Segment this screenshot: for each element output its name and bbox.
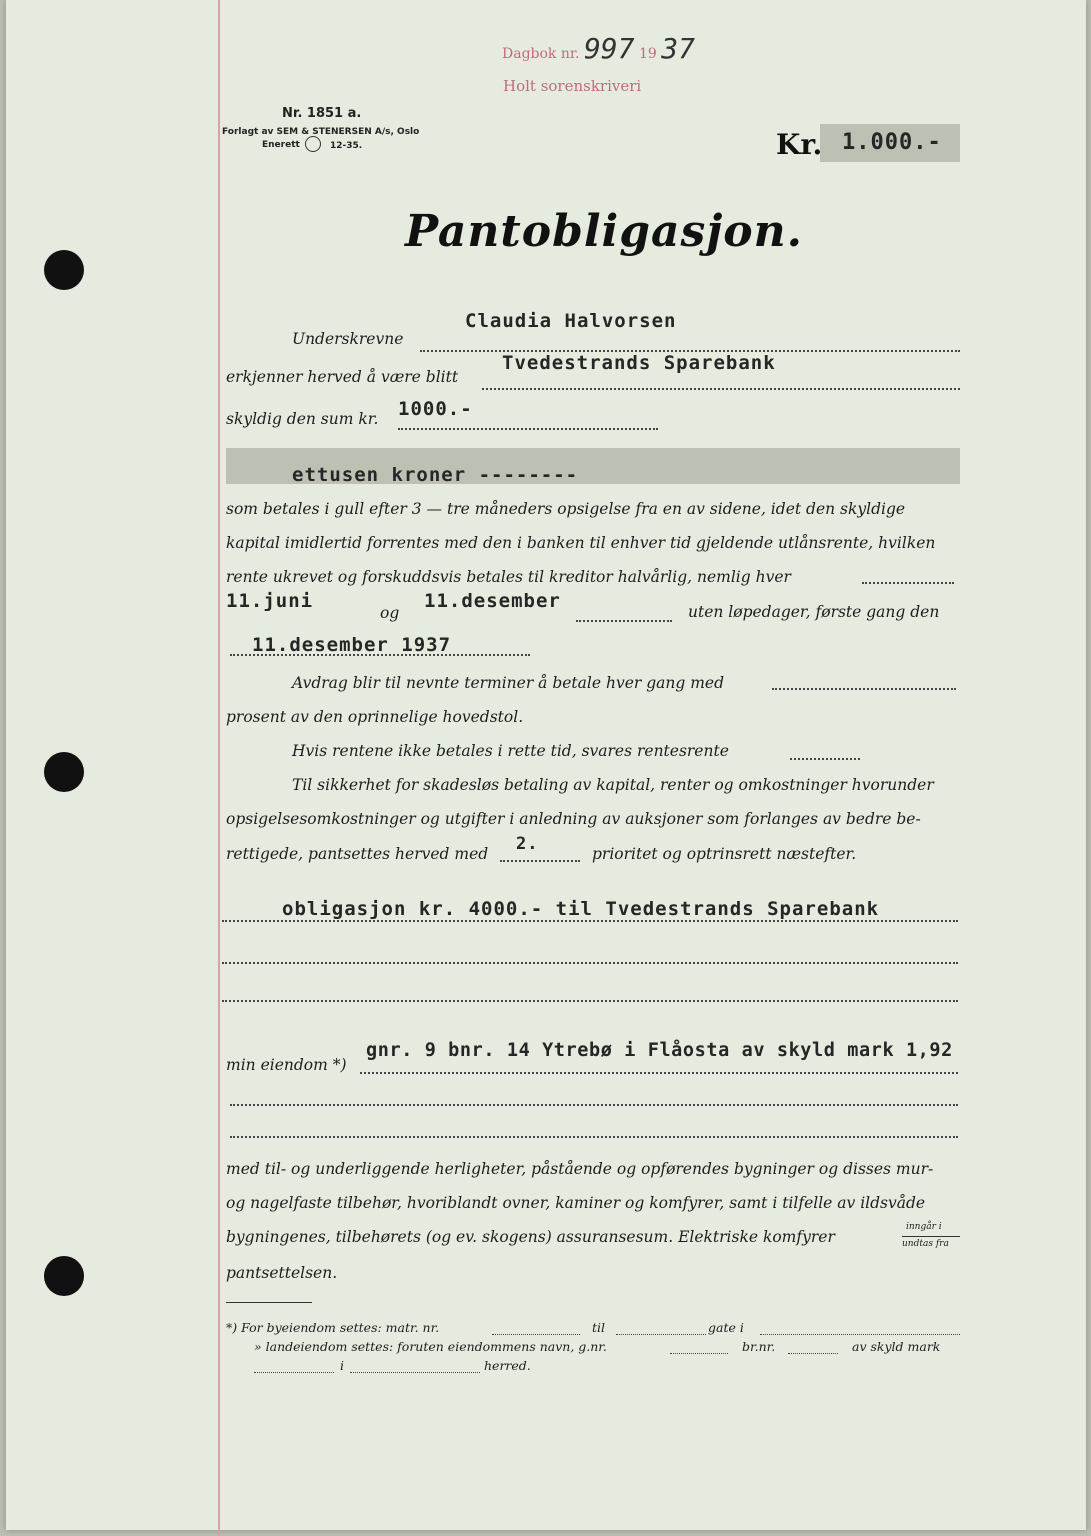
text-line: prioritet og optrinsrett næstefter. xyxy=(592,845,857,863)
stamp-label: Dagbok nr. xyxy=(502,46,580,62)
priority-number: 2. xyxy=(516,834,539,854)
publisher-logo-icon xyxy=(305,136,321,152)
punch-hole xyxy=(44,1256,84,1296)
text-line: kapital imidlertid forrentes med den i banken til enhver tid gjeldende utlånsrente, hvilken xyxy=(226,534,936,552)
form-publisher: Forlagt av SEM & STENERSEN A/s, Oslo xyxy=(222,127,420,137)
punch-hole xyxy=(44,752,84,792)
punch-hole xyxy=(44,250,84,290)
fill-line xyxy=(222,962,958,964)
term-date-2: 11.desember xyxy=(424,590,561,612)
footnote-line: » landeiendom settes: foruten eiendommens navn, g.nr. xyxy=(254,1339,607,1354)
amount-value: 1.000.- xyxy=(842,130,942,155)
text-line: Avdrag blir til nevnte terminer å betale hver gang med xyxy=(292,674,724,692)
registry-stamp xyxy=(502,32,695,65)
footnote-word: br.nr. xyxy=(742,1339,776,1354)
fill-line xyxy=(350,1372,480,1373)
fill-line xyxy=(790,758,860,760)
text-line: rettigede, pantsettes herved med xyxy=(226,845,489,863)
text-line: rente ukrevet og forskuddsvis betales til kreditor halvårlig, nemlig hver xyxy=(226,568,791,586)
fill-line xyxy=(230,1104,958,1106)
sum-label: skyldig den sum kr. xyxy=(226,410,379,428)
amount-prefix: Kr. xyxy=(776,128,823,161)
footnote-word: til xyxy=(592,1320,606,1335)
fill-line xyxy=(492,1334,580,1335)
fill-line xyxy=(230,1136,958,1138)
prior-obligation: obligasjon kr. 4000.- til Tvedestrands Sparebank xyxy=(282,898,880,920)
margin-rule xyxy=(218,0,220,1536)
fill-line xyxy=(360,1072,958,1074)
creditor-label: erkjenner herved å være blitt xyxy=(226,368,459,386)
footnote-word: gate i xyxy=(708,1320,744,1335)
stamp-number: 997 xyxy=(583,32,635,65)
fill-line xyxy=(222,1000,958,1002)
fill-line xyxy=(482,388,960,390)
sum-value: 1000.- xyxy=(398,398,473,420)
text-line: bygningenes, tilbehørets (og ev. skogens) assuransesum. Elektriske komfyrer xyxy=(226,1228,835,1246)
option-divider xyxy=(902,1236,960,1237)
text-line: Til sikkerhet for skadesløs betaling av kapital, renter og omkostninger hvorunder xyxy=(292,776,934,794)
fill-line xyxy=(788,1353,838,1354)
text-line: Hvis rentene ikke betales i rette tid, svares rentesrente xyxy=(292,742,729,760)
fill-line xyxy=(576,620,672,622)
fill-line xyxy=(398,428,658,430)
stamp-office: Holt sorenskriveri xyxy=(503,77,642,95)
text-line: opsigelsesomkostninger og utgifter i anledning av auksjoner som forlanges av bedre be- xyxy=(226,810,921,828)
text-line: prosent av den oprinnelige hovedstol. xyxy=(226,708,524,726)
option-included: inngår i xyxy=(906,1222,942,1232)
option-excluded: undtas fra xyxy=(902,1239,949,1249)
fill-line xyxy=(616,1334,706,1335)
sum-in-words: ettusen kroner -------- xyxy=(292,464,579,486)
creditor-name: Tvedestrands Sparebank xyxy=(502,352,776,374)
text-line: med til- og underliggende herligheter, påstående og opførendes bygninger og disses mur- xyxy=(226,1160,934,1178)
footnote-word: i xyxy=(340,1358,344,1373)
property-description: gnr. 9 bnr. 14 Ytrebø i Flåosta av skyld mark 1,92 xyxy=(366,1040,953,1061)
fill-line xyxy=(222,920,958,922)
form-copyright: Enerett xyxy=(262,140,300,150)
fill-line xyxy=(670,1353,728,1354)
form-number: Nr. 1851 a. xyxy=(282,106,362,121)
fill-line xyxy=(772,688,956,690)
undersigned-label: Underskrevne xyxy=(292,330,404,348)
fill-line xyxy=(500,860,580,862)
fill-line xyxy=(254,1372,334,1373)
text-line: pantsettelsen. xyxy=(226,1264,338,1282)
footnote-line: *) For byeiendom settes: matr. nr. xyxy=(226,1320,440,1335)
form-date: 12-35. xyxy=(330,141,363,151)
text-word: og xyxy=(380,604,400,622)
fill-line xyxy=(862,582,954,584)
footnote-word: av skyld mark xyxy=(852,1339,941,1354)
term-date-1: 11.juni xyxy=(226,590,314,612)
fill-line xyxy=(230,654,530,656)
property-label: min eiendom *) xyxy=(226,1056,347,1074)
text-line: uten løpedager, første gang den xyxy=(688,603,940,621)
text-line: og nagelfaste tilbehør, hvoriblandt ovner, kaminer og komfyrer, samt i tilfelle av ildsvåde xyxy=(226,1194,926,1212)
debtor-name: Claudia Halvorsen xyxy=(465,310,677,332)
stamp-year: 37 xyxy=(661,32,695,65)
footnote-rule xyxy=(226,1302,312,1303)
stamp-year-prefix: 19 xyxy=(638,46,657,62)
document-title: Pantobligasjon. xyxy=(405,206,803,257)
text-line: som betales i gull efter 3 — tre måneders opsigelse fra en av sidene, idet den skyldige xyxy=(226,500,906,518)
first-payment-date: 11.desember 1937 xyxy=(252,634,452,656)
fill-line xyxy=(760,1334,960,1335)
footnote-word: herred. xyxy=(484,1358,531,1373)
